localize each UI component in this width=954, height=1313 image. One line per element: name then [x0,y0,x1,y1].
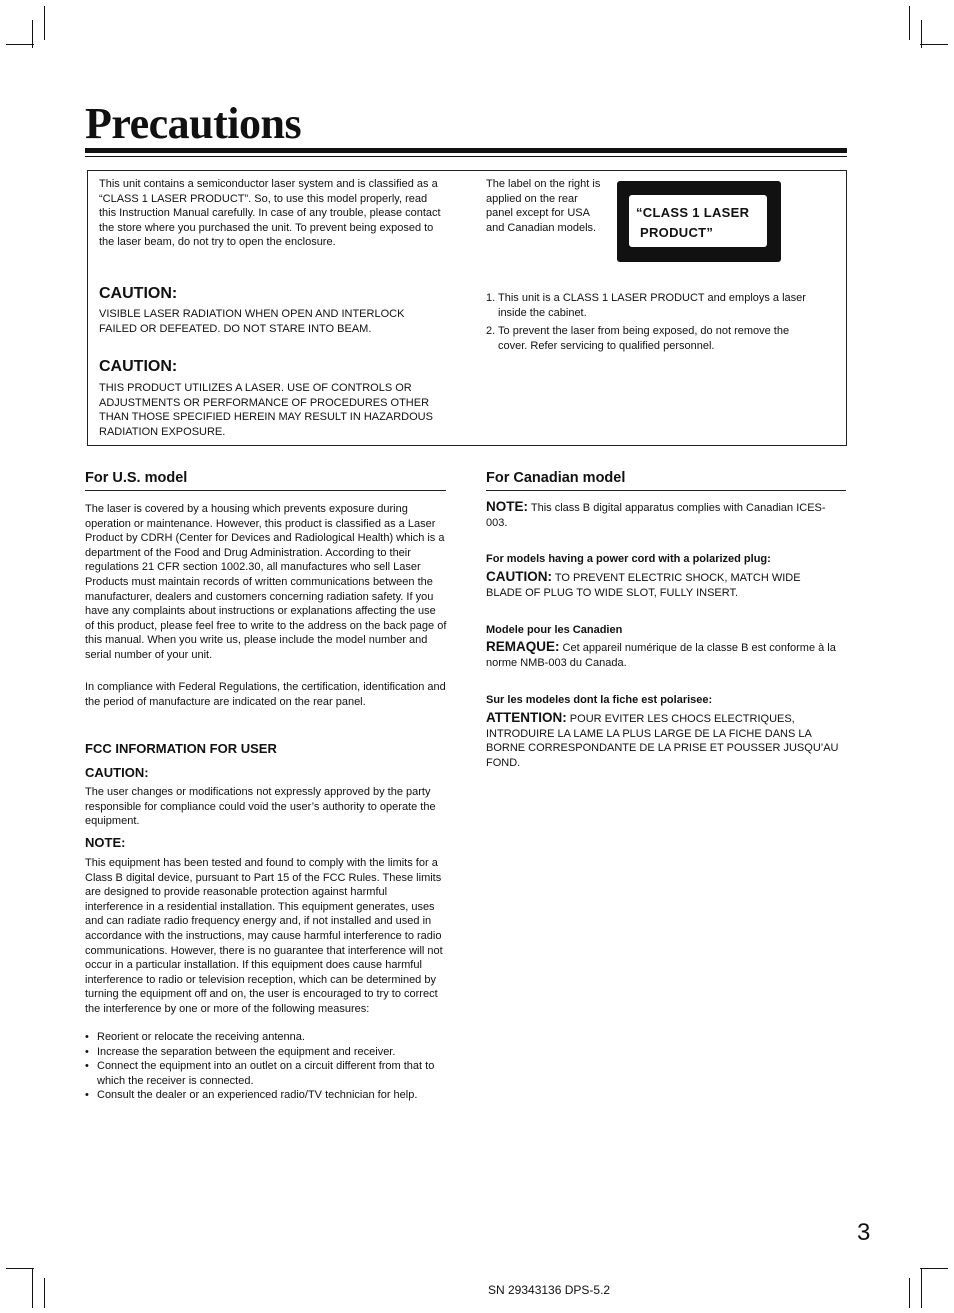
fcc-note-text: This equipment has been tested and found to comply with the limits for a Class B digital device, pursuant to Part 15 of the FCC Rules. These limits are designed to provide reasonable protection against harmful interference in a residential installation. This equipment generates, uses and can radiate radio frequency energy and, if not installed and used in accordance with the instructions, may cause harmful interference to radio communications. However, there is no guarantee that interference will not occur in a particular installation. If this equipment does cause harmful interference to radio or television reception, which can be determined by turning the equipment off and on, the user is encouraged to try to correct the interference by one or more of the following measures: [85,857,443,1015]
page-title: Precautions [85,99,302,148]
ca-caution: CAUTION: TO PREVENT ELECTRIC SHOCK, MATCH WIDE BLADE OF PLUG TO WIDE SLOT, FULLY INSERT. [486,569,801,599]
us-para: In compliance with Federal Regulations, the certification, identification and the period of manufacture are indicated on the rear panel. [85,681,446,708]
fr-plug-heading: Sur les modeles dont la fiche est polarisee: [486,694,713,706]
title-rule-thin [85,156,847,157]
fcc-caution-text: The user changes or modifications not expressly approved by the party responsible for compliance could void the user’s authority to operate the equipment. [85,786,436,828]
title-rule [85,148,847,153]
label-note: The label on the right is applied on the rear panel except for USA and Canadian models. [486,178,601,234]
footer-code: SN 29343136 DPS-5.2 [488,1283,611,1297]
section-rule [486,490,846,491]
list-item: • Increase the separation between the equipment and receiver. [85,1045,396,1058]
list-item: • Reorient or relocate the receiving antenna. [85,1031,305,1043]
canadian-model-heading: For Canadian model [486,470,626,486]
us-para: The laser is covered by a housing which prevents exposure during operation or maintenance. However, this product is classified as a Laser Product by CDRH (Center for Devices and Radiological Health) which is a department of the Food and Drug Administration. According to their regulations 21 CFR section 1002.30, all manufactures who sell Laser Products must maintain records of written communications between the manufacturer, dealers and customers concerning radiation safety. If you have any complaints about instructions or explanations affecting the use of this product, please feel free to write to the address on the back page of this manual. When you write us, please include the model number and serial number of your unit. [85,503,447,661]
fr-attention: ATTENTION: POUR EVITER LES CHOCS ELECTRIQUES, INTRODUIRE LA LAME LA PLUS LARGE DE LA FICHE DANS LA BORNE CORRESPONDANTE DE LA PRISE ET POUSSER JUSQU’AU FOND. [486,710,839,769]
caution-text: THIS PRODUCT UTILIZES A LASER. USE OF CONTROLS OR ADJUSTMENTS OR PERFORMANCE OF PROCEDURES OTHER THAN THOSE SPECIFIED HEREIN MAY RESULT IN HAZARDOUS RADIATION EXPOSURE. [99,382,433,438]
list-item: 2. To prevent the laser from being exposed, do not remove the cover. Refer servicing to qualified personnel. [486,325,790,352]
list-item: 1. This unit is a CLASS 1 LASER PRODUCT and employs a laser inside the cabinet. [486,292,806,319]
caution-text: VISIBLE LASER RADIATION WHEN OPEN AND INTERLOCK FAILED OR DEFEATED. DO NOT STARE INTO BEAM. [99,308,405,335]
ca-note: NOTE: This class B digital apparatus complies with Canadian ICES-003. [486,499,826,529]
list-item: • Connect the equipment into an outlet on a circuit different from that to which the receiver is connected. [85,1060,435,1087]
fcc-measures-list [85,1030,451,1103]
fcc-caution-heading: CAUTION: [85,765,149,780]
laser-label-text: “CLASS 1 LASER PRODUCT” [636,205,750,240]
list-item: • Consult the dealer or an experienced radio/TV technician for help. [85,1089,418,1102]
laser-list [486,291,816,357]
page-number: 3 [857,1219,871,1246]
section-rule [85,490,446,491]
fcc-note-heading: NOTE: [85,835,126,850]
caution-heading: CAUTION: [99,358,178,375]
ca-plug-heading: For models having a power cord with a polarized plug: [486,553,771,565]
us-model-heading: For U.S. model [85,470,188,486]
caution-heading: CAUTION: [99,285,178,302]
box-intro: This unit contains a semiconductor laser system and is classified as a “CLASS 1 LASER PRODUCT”. So, to use this model properly, read this Instruction Manual carefully. In case of any trouble, please contact the store where you purchased the unit. To prevent being exposed to the laser beam, do not try to open the enclosure. [99,178,441,249]
fr-remaque: REMAQUE: Cet appareil numérique de la classe B est conforme à la norme NMB-003 du Canada. [486,639,836,669]
fr-heading: Modele pour les Canadien [486,624,623,636]
fcc-heading: FCC INFORMATION FOR USER [85,741,277,756]
